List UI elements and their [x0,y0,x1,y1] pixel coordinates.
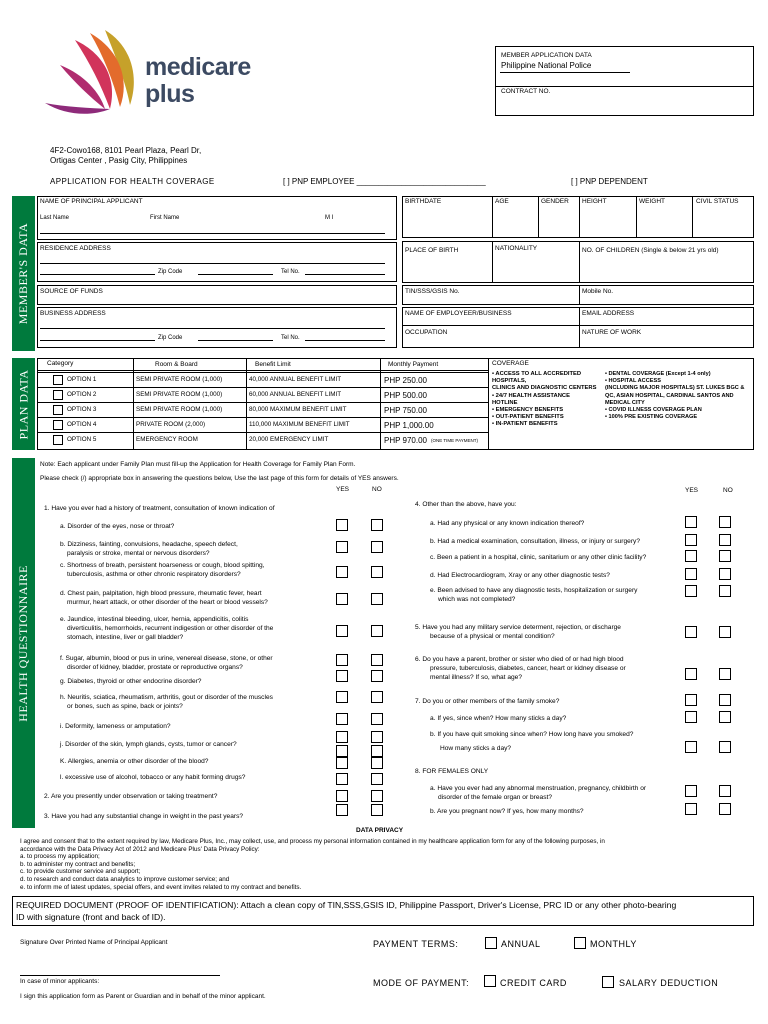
health-question-text: g. Diabetes, thyroid or other endocrine disorder? [60,678,202,685]
health-question-text: 7. Do you or other members of the family smoke? [415,698,560,705]
payment-terms-label: PAYMENT TERMS: [373,939,459,949]
coverage-list-right: • DENTAL COVERAGE (Except 1-4 only) • HOSPITAL ACCESS (INCLUDING MAJOR HOSPITALS) ST. LUKES BGC & QC, ASIAN HOSPITAL, CARDINAL SANTOS AND MEDICAL CITY • COVID ILLNESS COVERAGE PLAN • 100% PRE EXISTING COVERAGE [605,371,745,421]
privacy-text: I agree and consent that to the extent required by law, Medicare Plus, Inc., may collect, use, and process my personal information contained in my healthcare application form for any of the following purposes, in accordance with the Data Privacy Act of 2012 and Medicare Plus' Data Privacy Policy: a. to process my application; b. to administer my contract and benefits; c. to provide customer service and support; d. to research and conduct data analytics to improve customer service; and e. to inform me of latest updates, special offers, and event invites related to my contract and benefits. [20,838,605,891]
principal-name-label: NAME OF PRINCIPAL APPLICANT [40,198,143,205]
health-yes-checkbox[interactable] [336,790,348,802]
health-no-checkbox[interactable] [371,713,383,725]
health-no-checkbox[interactable] [719,711,731,723]
health-question-text: 5. Have you had any military service determent, rejection, or discharge [415,624,621,631]
plan-monthly-payment: PHP 970.00 [384,436,427,445]
health-question-text: l. excessive use of alcohol, tobacco or any habit forming drugs? [60,774,246,781]
health-no-checkbox[interactable] [371,670,383,682]
health-question-text: a. Have you ever had any abnormal menstruation, pregnancy, childbirth or [430,785,647,792]
health-question-text: a. Disorder of the eyes, nose or throat? [60,523,175,530]
company-logo [45,25,275,120]
plan-option-checkbox[interactable] [53,405,63,415]
zip-input-line[interactable] [198,274,273,275]
plan-option-checkbox[interactable] [53,420,63,430]
plan-room-board: PRIVATE ROOM (2,000) [136,421,206,428]
credit-card-label: CREDIT CARD [500,978,567,988]
health-question-text: stomach, intestine, liver or gall bladder? [67,634,184,641]
app-data-value: Philippine National Police [501,61,592,70]
health-question-text: f. Sugar, albumin, blood or pus in urine, venereal disease, stone, or other [60,655,273,662]
health-yes-checkbox[interactable] [336,670,348,682]
health-question-text: b. Are you pregnant now? If yes, how many months? [430,808,584,815]
name-input-line[interactable] [40,233,385,234]
health-no-checkbox[interactable] [719,803,731,815]
required-document-line-1: REQUIRED DOCUMENT (PROOF OF IDENTIFICATION): Attach a clean copy of TIN,SSS,GSIS ID, Philippine Passport, Driver's License, PRC ID or any other photo-bearing [16,900,677,910]
weight-label: WEIGHT [639,198,665,205]
place-of-birth-label: PLACE OF BIRTH [405,247,459,254]
bird-logo-icon [45,25,145,115]
business-input-line[interactable] [40,328,385,329]
health-yes-checkbox[interactable] [685,741,697,753]
annual-label: ANNUAL [501,939,541,949]
required-document-line-2: ID with signature (front and back of ID). [16,912,166,922]
health-yes-checkbox[interactable] [336,745,348,757]
health-question-text: b. Dizziness, fainting, convulsions, headache, speech defect, [60,541,238,548]
section-tab-plan-data: PLAN DATA [12,358,35,450]
health-yes-checkbox[interactable] [336,731,348,743]
health-no-checkbox[interactable] [371,625,383,637]
plan-monthly-payment: PHP 750.00 [384,406,427,415]
health-no-checkbox[interactable] [719,741,731,753]
health-question-text: a. Had any physical or any known indication thereof? [430,520,585,527]
section-tab-health-questionnaire: HEALTH QUESTIONNAIRE [12,458,35,828]
plan-header-room: Room & Board [155,361,198,368]
health-no-checkbox[interactable] [371,566,383,578]
section-tab-members-data: MEMBER'S DATA [12,196,35,351]
health-no-checkbox[interactable] [371,731,383,743]
health-yes-checkbox[interactable] [336,625,348,637]
signature-label: Signature Over Printed Name of Principal Applicant [20,939,168,946]
tel-label: Tel No. [281,269,300,275]
plan-option-label: OPTION 4 [67,421,97,428]
plan-benefit-limit: 20,000 EMERGENCY LIMIT [249,436,329,443]
health-question-text: h. Neuritis, sciatica, rheumatism, arthritis, gout or disorder of the muscles [60,694,273,701]
health-yes-checkbox[interactable] [685,668,697,680]
health-question-text: 4. Other than the above, have you: [415,501,517,508]
health-no-checkbox[interactable] [719,785,731,797]
plan-room-board: SEMI PRIVATE ROOM (1,000) [136,376,223,383]
plan-monthly-payment: PHP 1,000.00 [384,421,434,430]
zip-label: Zip Code [158,269,183,275]
health-question-text: 6. Do you have a parent, brother or sister who died of or had high blood [415,656,624,663]
credit-card-checkbox[interactable] [484,975,496,987]
plan-room-board: SEMI PRIVATE ROOM (1,000) [136,391,223,398]
height-label: HEIGHT [582,198,607,205]
plan-header-coverage: COVERAGE [492,360,529,367]
pnp-employee-option[interactable]: [ ] PNP EMPLOYEE _____________________________ [283,177,486,186]
nationality-label: NATIONALITY [495,245,538,252]
health-yes-checkbox[interactable] [685,694,697,706]
health-no-checkbox[interactable] [371,773,383,785]
health-yes-checkbox[interactable] [685,568,697,580]
health-question-text: disorder of the female organ or breast? [438,794,552,801]
business-address-label: BUSINESS ADDRESS [40,310,106,317]
tel-input-line[interactable] [305,274,385,275]
plan-room-board: SEMI PRIVATE ROOM (1,000) [136,406,223,413]
health-yes-checkbox[interactable] [336,713,348,725]
health-note-1: Note: Each applicant under Family Plan must fill-up the Application for Health Coverage for Family Plan Form. [40,461,356,468]
health-question-text: b. If you have quit smoking since when? How long have you smoked? [430,731,634,738]
health-question-text: paralysis or stroke, mental or nervous disorders? [67,550,210,557]
app-data-label: MEMBER APPLICATION DATA [501,52,592,59]
plan-payment-note: (ONE TIME PAYMENT) [431,438,479,443]
mode-of-payment-label: MODE OF PAYMENT: [373,978,470,988]
health-no-checkbox[interactable] [371,541,383,553]
last-name-label: Last Name [40,215,70,221]
no-header-left: NO [372,486,382,493]
health-no-checkbox[interactable] [719,694,731,706]
health-question-text: tuberculosis, asthma or other chronic respiratory disorders? [67,571,241,578]
birthdate-label: BIRTHDATE [405,198,442,205]
health-question-text: 3. Have you had any substantial change in weight in the past years? [44,813,244,820]
health-question-text: c. Shortness of breath, persistent hoarseness or cough, blood spitting, [60,562,265,569]
occupation-label: OCCUPATION [405,329,448,336]
application-title: APPLICATION FOR HEALTH COVERAGE [50,177,215,186]
plan-option-label: OPTION 1 [67,376,97,383]
plan-benefit-limit: 40,000 ANNUAL BENEFIT LIMIT [249,376,342,383]
health-question-text: 1. Have you ever had a history of treatment, consultation of known indication of [44,505,275,512]
plan-monthly-payment: PHP 500.00 [384,391,427,400]
tin-label: TIN/SSS/GSIS No. [405,288,460,295]
source-of-funds-label: SOURCE OF FUNDS [40,288,103,295]
salary-deduction-label: SALARY DEDUCTION [619,978,719,988]
health-no-checkbox[interactable] [719,516,731,528]
health-note-2: Please check (/) appropriate box in answering the questions below, Use the last page of this form for details of YES answers. [40,475,399,482]
health-no-checkbox[interactable] [371,654,383,666]
plan-option-checkbox[interactable] [53,375,63,385]
health-question-text: e. Jaundice, intestinal bleeding, ulcer, hernia, appendicitis, colitis [60,616,249,623]
address-line-2: Ortigas Center , Pasig City, Philippines [50,156,188,165]
residence-label: RESIDENCE ADDRESS [40,245,111,252]
health-yes-checkbox[interactable] [685,785,697,797]
email-label: EMAIL ADDRESS [582,310,635,317]
health-yes-checkbox[interactable] [336,804,348,816]
age-label: AGE [495,198,509,205]
coverage-list-left: • ACCESS TO ALL ACCREDITED HOSPITALS, CLINICS AND DIAGNOSTIC CENTERS • 24/7 HEALTH ASSISTANCE HOTLINE • EMERGENCY BENEFITS • OUT-PATIENT BENEFITS • IN-PATIENT BENEFITS [492,371,597,428]
plan-option-checkbox[interactable] [53,390,63,400]
health-yes-checkbox[interactable] [336,773,348,785]
health-yes-checkbox[interactable] [336,757,348,769]
yes-header-left: YES [336,486,350,493]
health-yes-checkbox[interactable] [685,550,697,562]
monthly-checkbox[interactable] [574,937,586,949]
health-no-checkbox[interactable] [371,757,383,769]
plan-monthly-payment: PHP 250.00 [384,376,427,385]
health-yes-checkbox[interactable] [336,593,348,605]
health-yes-checkbox[interactable] [685,534,697,546]
plan-option-label: OPTION 2 [67,391,97,398]
health-question-text: c. Been a patient in a hospital, clinic, sanitarium or any other clinic facility? [430,554,647,561]
health-yes-checkbox[interactable] [685,626,697,638]
health-yes-checkbox[interactable] [685,803,697,815]
health-question-text: b. Had a medical examination, consultation, illness, or injury or surgery? [430,538,641,545]
health-question-text: mental illness? If so, what age? [430,674,522,681]
minor-label: In case of minor applicants: [20,978,100,985]
residence-input-line[interactable] [40,263,385,264]
yes-header-right: YES [685,487,699,494]
health-question-text: pressure, tuberculosis, diabetes, cancer, heart or kidney disease or [430,665,626,672]
health-no-checkbox[interactable] [371,804,383,816]
health-yes-checkbox[interactable] [336,566,348,578]
pnp-dependent-option[interactable]: [ ] PNP DEPENDENT [571,177,648,186]
health-question-text: which was not completed? [438,596,516,603]
health-question-text: i. Deformity, lameness or amputation? [60,723,171,730]
health-no-checkbox[interactable] [719,550,731,562]
nature-of-work-label: NATURE OF WORK [582,329,642,336]
health-no-checkbox[interactable] [719,626,731,638]
health-question-text: a. If yes, since when? How many sticks a day? [430,715,567,722]
first-name-label: First Name [150,215,180,221]
mi-label: M I [325,215,334,221]
salary-deduction-checkbox[interactable] [602,976,614,988]
plan-room-board: EMERGENCY ROOM [136,436,198,443]
health-no-checkbox[interactable] [719,585,731,597]
health-no-checkbox[interactable] [371,593,383,605]
health-yes-checkbox[interactable] [685,516,697,528]
health-question-text: disorder of kidney, bladder, prostate or reproductive organs? [67,664,243,671]
tel-label-2: Tel No. [281,335,300,341]
health-yes-checkbox[interactable] [336,541,348,553]
monthly-label: MONTHLY [590,939,637,949]
plan-option-checkbox[interactable] [53,435,63,445]
plan-header-payment: Monthly Payment [388,361,439,368]
health-question-text: j. Disorder of the skin, lymph glands, cysts, tumor or cancer? [60,741,237,748]
health-question-text: or bones, such as spine, back or joints? [67,703,183,710]
guardian-note: I sign this application form as Parent or Guardian and in behalf of the minor applicant. [20,993,266,1000]
logo-text-medicare: medicare [145,53,251,81]
health-yes-checkbox[interactable] [336,519,348,531]
gender-label: GENDER [541,198,569,205]
plan-option-label: OPTION 3 [67,406,97,413]
health-yes-checkbox[interactable] [685,711,697,723]
health-question-text: diverticulitis, hemorrhoids, recurrent indigestion or other disorder of the [67,625,274,632]
plan-option-label: OPTION 5 [67,436,97,443]
privacy-title: DATA PRIVACY [356,827,404,834]
health-yes-checkbox[interactable] [685,585,697,597]
health-question-text: K. Allergies, anemia or other disorder of the blood? [60,758,209,765]
contract-no-label: CONTRACT NO. [501,88,551,95]
health-question-text: murmur, heart attack, or other disorder of the heart or blood vessels? [67,599,268,606]
health-no-checkbox[interactable] [719,668,731,680]
health-question-text: 2. Are you presently under observation or taking treatment? [44,793,218,800]
plan-benefit-limit: 110,000 MAXIMUM BENEFIT LIMIT [249,421,350,428]
health-question-text: because of a physical or mental condition? [430,633,555,640]
health-question-text: d. Chest pain, palpitation, high blood pressure, rheumatic fever, heart [60,590,262,597]
health-question-text: e. Been advised to have any diagnostic tests, hospitalization or surgery [430,587,638,594]
health-question-text: How many sticks a day? [440,745,512,752]
health-no-checkbox[interactable] [719,534,731,546]
plan-benefit-limit: 60,000 ANNUAL BENEFIT LIMIT [249,391,342,398]
zip-label-2: Zip Code [158,335,183,341]
health-yes-checkbox[interactable] [336,691,348,703]
health-question-text: d. Had Electrocardiogram, Xray or any other diagnostic tests? [430,572,610,579]
minor-signature-line[interactable] [20,975,220,976]
plan-header-category: Category [47,360,74,367]
health-yes-checkbox[interactable] [336,654,348,666]
annual-checkbox[interactable] [485,937,497,949]
logo-text-plus: plus [145,80,195,108]
employer-label: NAME OF EMPLOYEER/BUSINESS [405,310,512,317]
mobile-label: Mobile No. [582,288,614,295]
address-line-1: 4F2-Cowo168, 8101 Pearl Plaza, Pearl Dr, [50,146,202,155]
plan-header-limit: Benefit Limit [255,361,291,368]
plan-benefit-limit: 80,000 MAXIMUM BENEFIT LIMIT [249,406,347,413]
health-question-text: 8. FOR FEMALES ONLY [415,768,489,775]
health-no-checkbox[interactable] [371,519,383,531]
health-no-checkbox[interactable] [719,568,731,580]
children-label: NO. OF CHILDREN (Single & below 21 yrs old) [582,247,719,254]
health-no-checkbox[interactable] [371,790,383,802]
health-no-checkbox[interactable] [371,745,383,757]
health-no-checkbox[interactable] [371,691,383,703]
civil-status-label: CIVIL STATUS [696,198,739,205]
no-header-right: NO [723,487,733,494]
